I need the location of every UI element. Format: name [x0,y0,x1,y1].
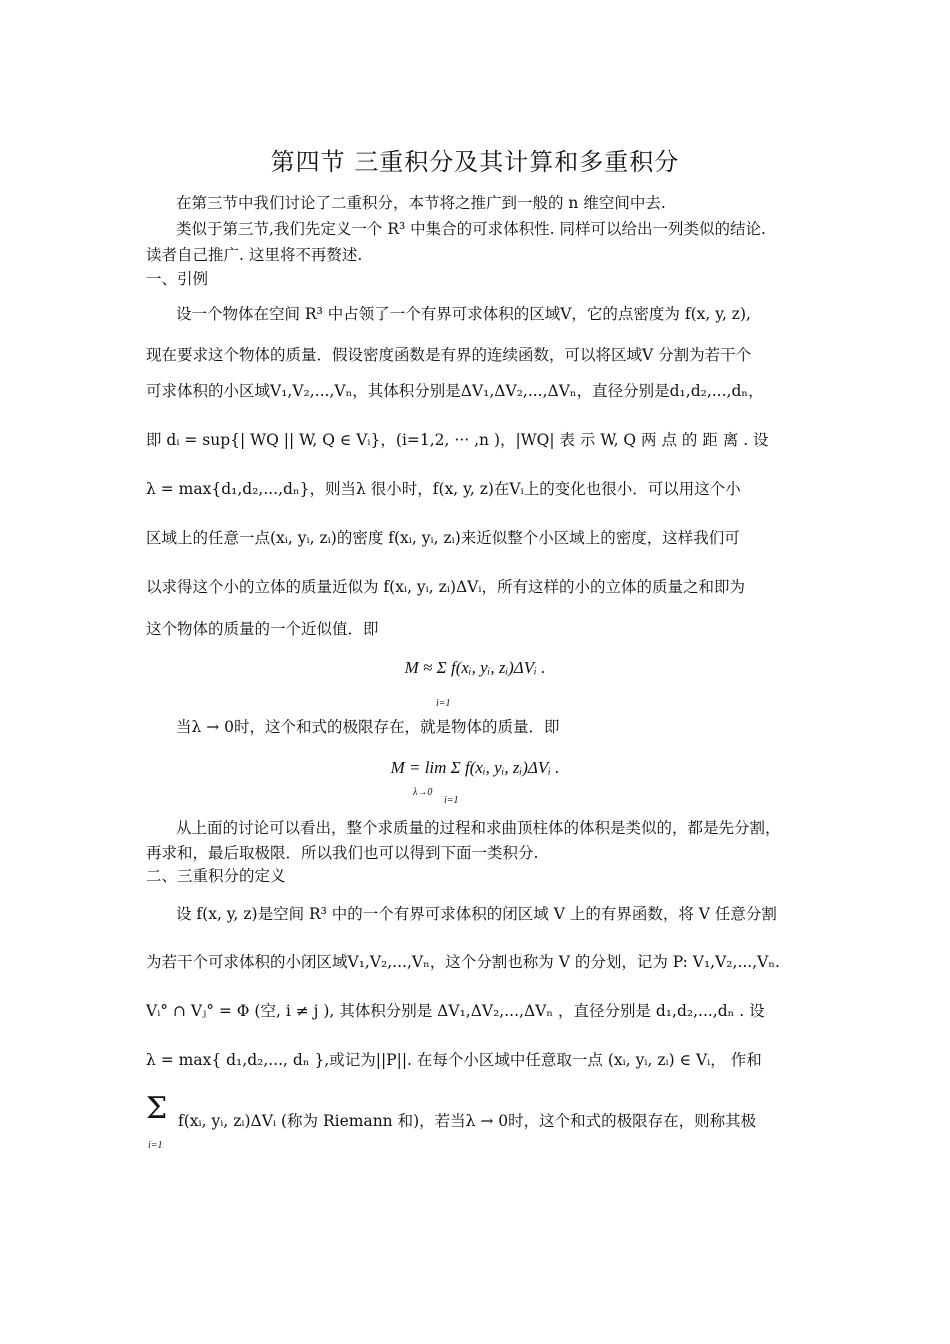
formula-approx-index: i=1 [436,698,451,709]
paragraph-line: 现在要求这个物体的质量．假设密度函数是有界的连续函数，可以将区域V 分割为若干个 [146,346,752,364]
paragraph-line: λ = max{ d₁,d₂,..., dₙ },或记为||P||. 在每个小区域中任意取一点 (xᵢ, yᵢ, zᵢ) ∈ Vᵢ， 作和 [146,1051,762,1069]
formula-limit: M = lim Σ f(xᵢ, yᵢ, zᵢ)ΔVᵢ . [390,758,560,777]
paragraph-line: f(xᵢ, yᵢ, zᵢ)ΔVᵢ (称为 Riemann 和)，若当λ → 0时，这个和式的极限存在，则称其极 [178,1112,757,1130]
paragraph-line: 当λ → 0时，这个和式的极限存在，就是物体的质量．即 [176,718,560,736]
paragraph-line: 读者自己推广. 这里将不再赘述. [146,246,363,264]
sum-symbol: Σ [146,1091,168,1126]
paragraph-line: 类似于第三节,我们先定义一个 R³ 中集合的可求体积性. 同样可以给出一列类似的结论. [176,220,766,238]
sum-index: i=1 [148,1140,163,1151]
paragraph-line: 即 dᵢ = sup{| WQ || W, Q ∈ Vᵢ}，(i=1,2, ··· ,n )，|WQ| 表 示 W, Q 两 点 的 距 离 . 设 [146,431,769,449]
paragraph-line: 在第三节中我们讨论了二重积分，本节将之推广到一般的 n 维空间中去. [176,194,666,212]
paragraph-line: 这个物体的质量的一个近似值．即 [146,620,379,638]
section-heading: 二、三重积分的定义 [146,867,286,885]
paragraph-line: 区域上的任意一点(xᵢ, yᵢ, zᵢ)的密度 f(xᵢ, yᵢ, zᵢ)来近似整个小区域上的密度，这样我们可 [146,529,740,547]
paragraph-line: λ = max{d₁,d₂,...,dₙ}，则当λ 很小时，f(x, y, z)在Vᵢ上的变化也很小．可以用这个小 [146,480,741,498]
paragraph-line: 可求体积的小区域V₁,V₂,...,Vₙ，其体积分别是ΔV₁,ΔV₂,...,ΔVₙ，直径分别是d₁,d₂,...,dₙ， [146,382,764,400]
paragraph-line: 设一个物体在空间 R³ 中占领了一个有界可求体积的区域V，它的点密度为 f(x, y, z), [176,305,751,323]
paragraph-line: 为若干个可求体积的小闭区域V₁,V₂,...,Vₙ，这个分割也称为 V 的分划，记为 P: V₁,V₂,...,Vₙ. [146,953,780,971]
formula-limit-sub: λ→0 [413,787,433,798]
paragraph-line: Vᵢ° ∩ Vⱼ° = Φ (空, i ≠ j ), 其体积分别是 ΔV₁,ΔV₂,...,ΔVₙ ，直径分别是 d₁,d₂,...,dₙ . 设 [146,1002,765,1020]
section-title: 第四节 三重积分及其计算和多重积分 [270,148,680,176]
paragraph-line: 设 f(x, y, z)是空间 R³ 中的一个有界可求体积的闭区域 V 上的有界函数，将 V 任意分割 [176,905,777,923]
paragraph-line: 再求和，最后取极限．所以我们也可以得到下面一类积分. [146,844,539,862]
paragraph-line: 从上面的讨论可以看出，整个求质量的过程和求曲顶柱体的体积是类似的，都是先分割， [176,819,781,837]
formula-limit-index: i=1 [444,795,459,806]
section-heading: 一、引例 [146,270,209,288]
paragraph-line: 以求得这个小的立体的质量近似为 f(xᵢ, yᵢ, zᵢ)ΔVᵢ，所有这样的小的立体的质量之和即为 [146,578,745,596]
formula-approx: M ≈ Σ f(xᵢ, yᵢ, zᵢ)ΔVᵢ . [404,658,546,677]
